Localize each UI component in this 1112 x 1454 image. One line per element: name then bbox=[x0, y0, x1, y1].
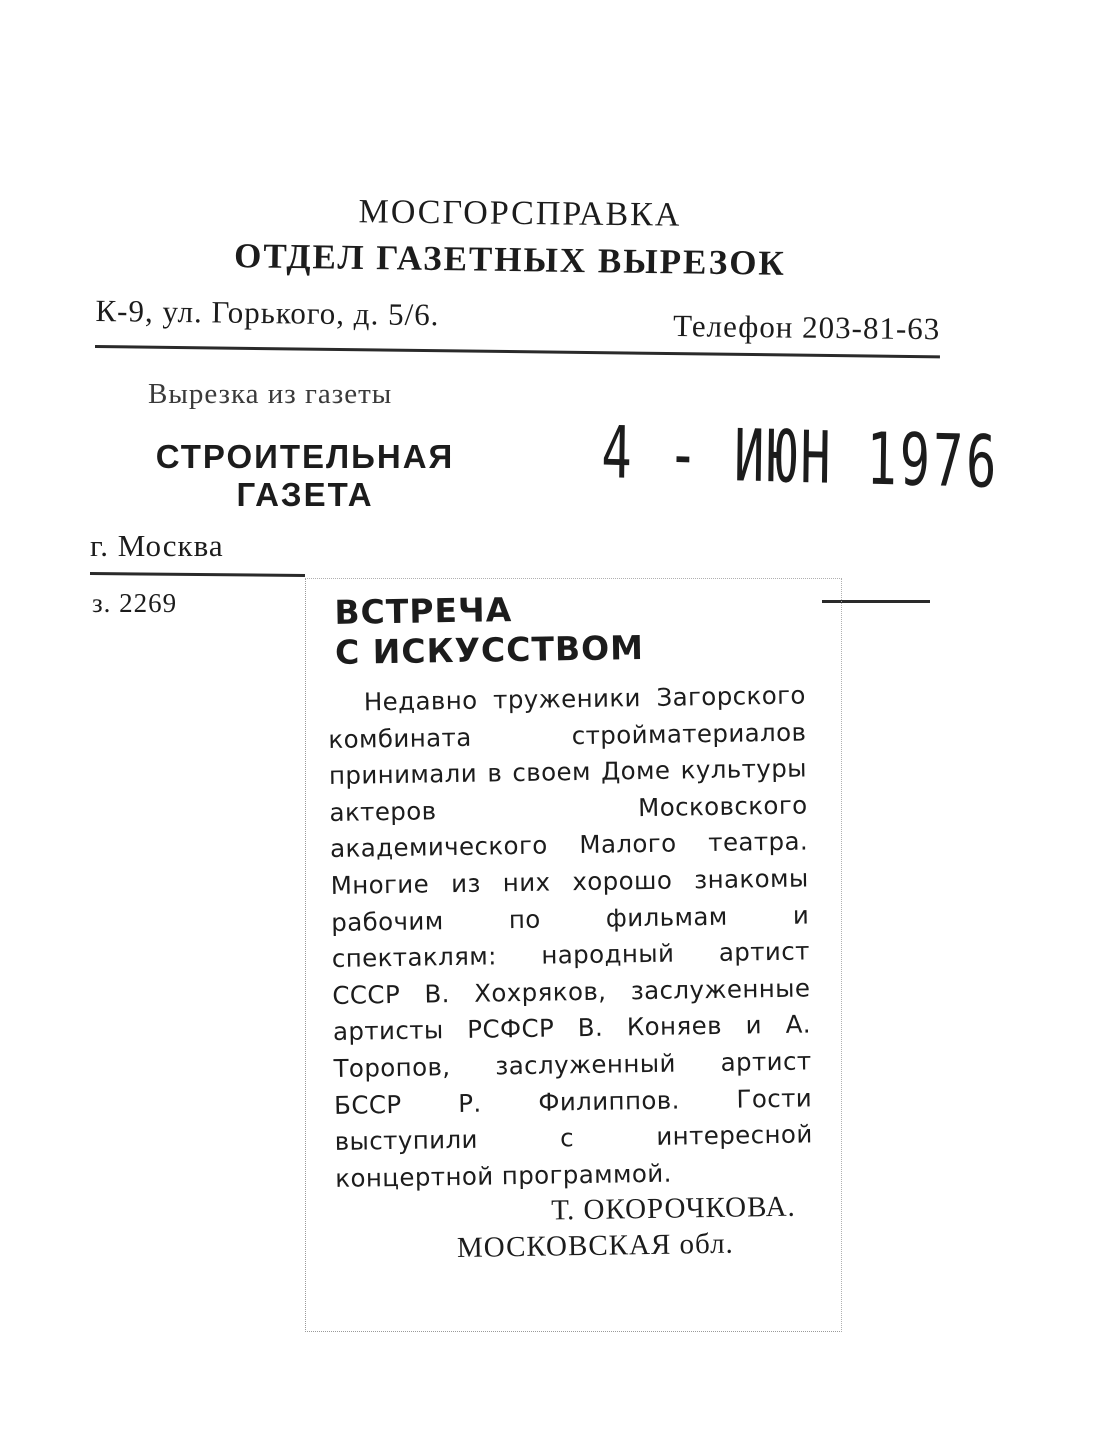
article-region: МОСКОВСКАЯ обл. bbox=[456, 1227, 735, 1265]
article-title-line2: С ИСКУССТВОМ bbox=[334, 628, 645, 672]
newspaper-city: г. Москва bbox=[90, 528, 224, 563]
newspaper-name-line2: ГАЗЕТА bbox=[236, 476, 374, 513]
department-name: ОТДЕЛ ГАЗЕТНЫХ ВЫРЕЗОК bbox=[233, 236, 787, 283]
address-text: К-9, ул. Горького, д. 5/6. bbox=[95, 293, 440, 333]
newspaper-clipping bbox=[305, 578, 842, 1332]
newspaper-name bbox=[120, 438, 490, 514]
article-author: Т. ОКОРОЧКОВА. bbox=[550, 1191, 797, 1227]
phone-text: Телефон 203-81-63 bbox=[672, 308, 941, 347]
clipping-content bbox=[326, 579, 815, 1269]
divider-left bbox=[90, 572, 305, 577]
date-stamp: 4 - ИЮН 1976 bbox=[600, 410, 1000, 504]
article-body: Недавно труженики Загорского комбината стройматериалов принимали в своем Доме культуры актеров Московского академического Малого театра. Многие из них хорошо знакомы рабочим по фильмам и спектаклям: народный артист СССР В. Хохряков, заслуженные артисты РСФСР В. Коняев и А. Торопов, заслуженный артист БССР Р. Филиппов. Гости выступили с интересной концертной программой. bbox=[328, 680, 813, 1193]
order-number: з. 2269 bbox=[92, 588, 178, 618]
newspaper-name-line1: СТРОИТЕЛЬНАЯ bbox=[155, 438, 455, 475]
article-title bbox=[334, 585, 805, 672]
organization-name: МОСГОРСПРАВКА bbox=[358, 193, 682, 234]
article-title-line1: ВСТРЕЧА bbox=[334, 590, 513, 632]
address-line bbox=[95, 285, 941, 358]
clipping-source-label: Вырезка из газеты bbox=[148, 378, 393, 410]
